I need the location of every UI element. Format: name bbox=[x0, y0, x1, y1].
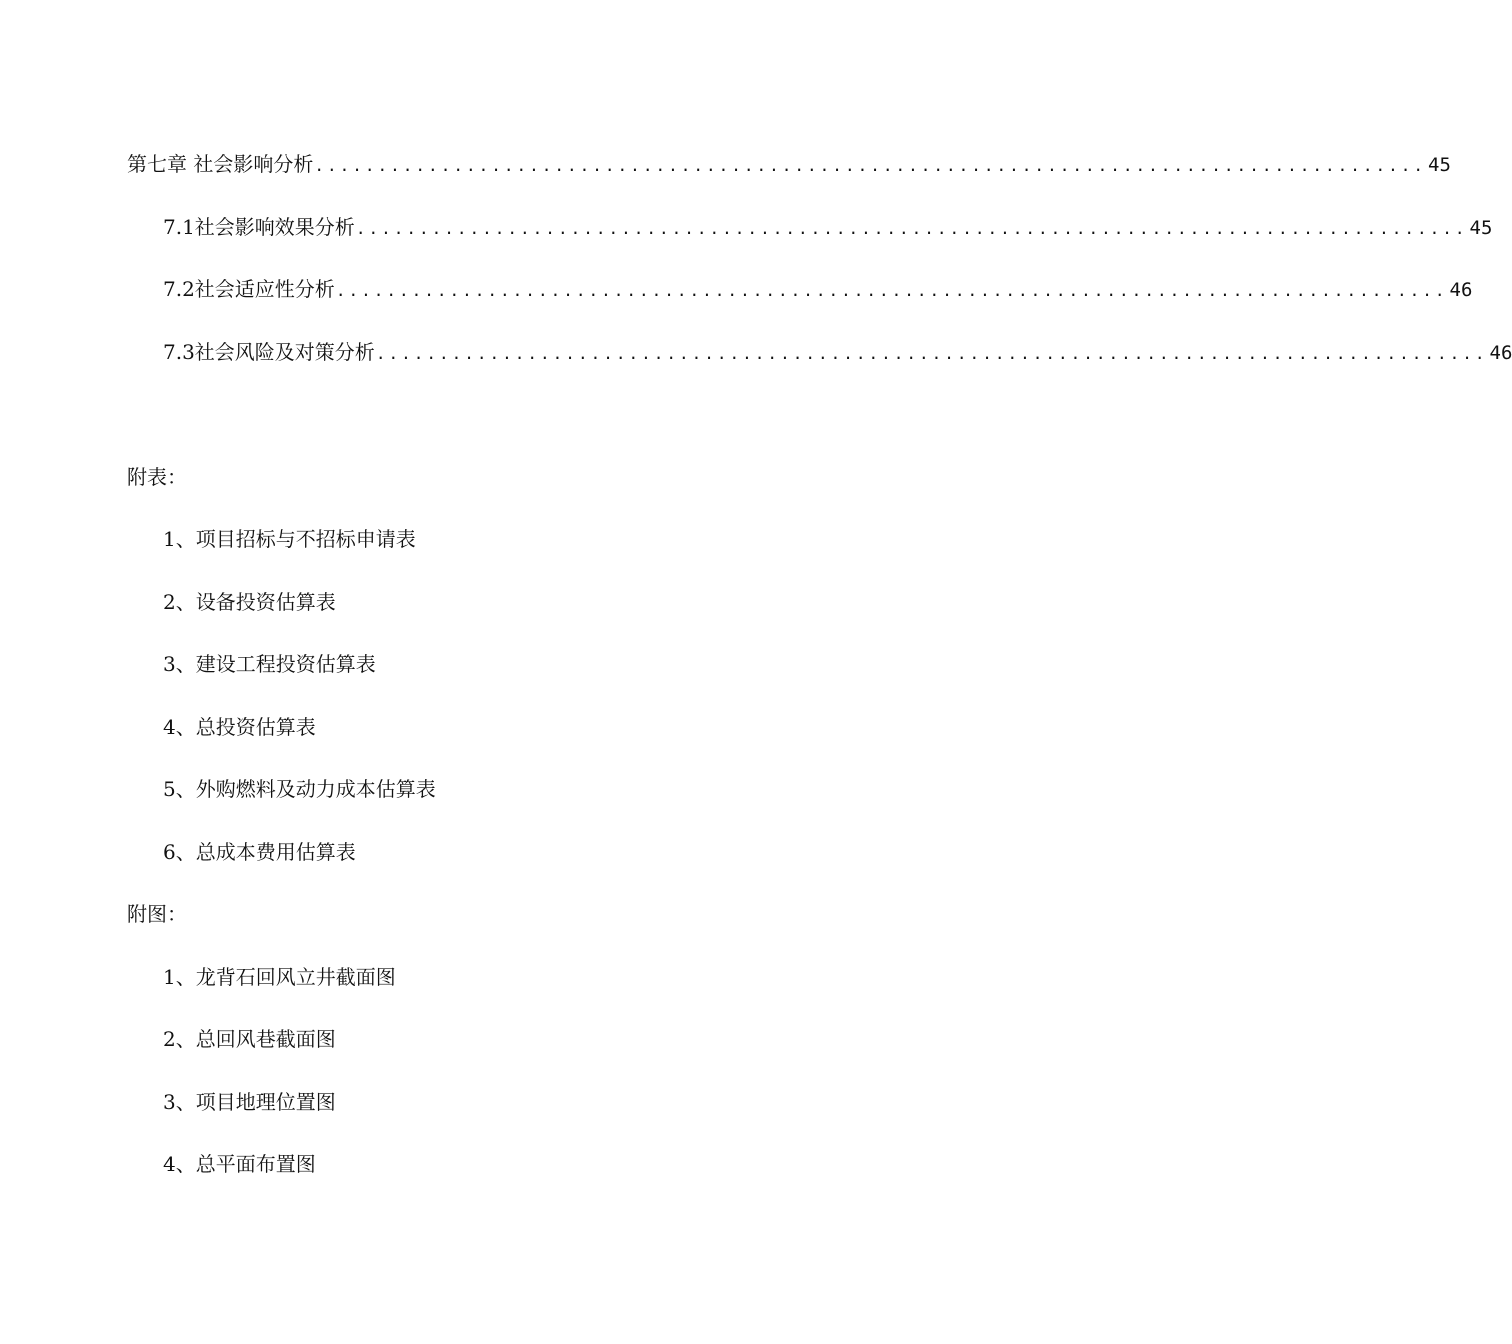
appendix-figure-item: 2、总回风巷截面图 bbox=[163, 1027, 336, 1051]
toc-dot-leader: ........................................................................................ bbox=[375, 344, 1488, 363]
appendix-table-item: 3、建设工程投资估算表 bbox=[163, 652, 376, 676]
appendix-table-item: 6、总成本费用估算表 bbox=[163, 840, 356, 864]
toc-entry-label: 第七章 社会影响分析 bbox=[127, 152, 314, 176]
appendix-table-item: 1、项目招标与不招标申请表 bbox=[163, 527, 416, 551]
toc-entry-section-7-3[interactable] bbox=[0, 336, 1512, 366]
appendix-figures-heading: 附图： bbox=[127, 902, 187, 926]
toc-entry-label: 7.2社会适应性分析 bbox=[163, 277, 335, 301]
toc-dot-leader: ........................................................................................ bbox=[355, 219, 1468, 238]
toc-page-number: 46 bbox=[1449, 279, 1473, 301]
appendix-table-item: 2、设备投资估算表 bbox=[163, 590, 336, 614]
toc-entry-section-7-2[interactable] bbox=[0, 273, 1473, 303]
toc-dot-leader: ........................................................................................ bbox=[335, 281, 1448, 300]
appendix-table-item: 5、外购燃料及动力成本估算表 bbox=[163, 777, 436, 801]
appendix-figure-item: 4、总平面布置图 bbox=[163, 1152, 316, 1176]
appendix-figure-item: 3、项目地理位置图 bbox=[163, 1090, 336, 1114]
appendix-figure-item: 1、龙背石回风立井截面图 bbox=[163, 965, 396, 989]
toc-entry-label: 7.3社会风险及对策分析 bbox=[163, 340, 375, 364]
appendix-tables-heading: 附表： bbox=[127, 465, 187, 489]
toc-page-number: 45 bbox=[1469, 217, 1493, 239]
appendix-table-item: 4、总投资估算表 bbox=[163, 715, 316, 739]
toc-entry-chapter-7[interactable] bbox=[0, 148, 1451, 178]
toc-entry-label: 7.1社会影响效果分析 bbox=[163, 215, 355, 239]
toc-entry-section-7-1[interactable] bbox=[0, 211, 1493, 241]
toc-page-number: 46 bbox=[1489, 342, 1512, 364]
toc-dot-leader: ........................................................................................ bbox=[314, 156, 1427, 175]
toc-page-number: 45 bbox=[1428, 154, 1451, 176]
